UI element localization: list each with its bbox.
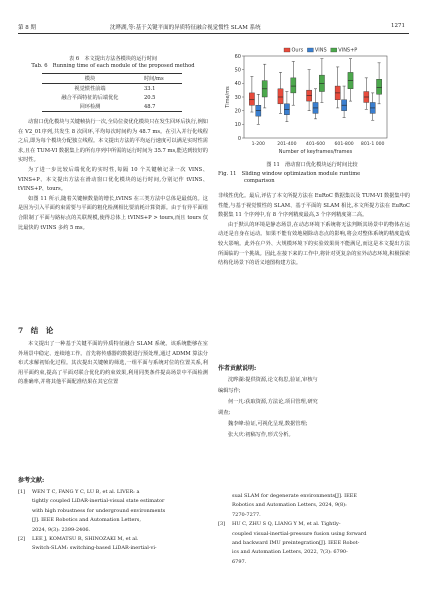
reference-line: Robotics and Automation Letters, 2024, 9(8): (232, 502, 347, 509)
box-vins-plusp (377, 79, 382, 94)
reference-number: [3] (218, 521, 226, 528)
header-rule (18, 33, 409, 34)
legend-label: VINS (314, 47, 327, 54)
y-tick-label: 60 (234, 53, 241, 60)
journal-issue: 第 8 期 (18, 25, 36, 31)
x-axis-label: Number of keyframes/frames (278, 149, 353, 155)
table-header-row (42, 74, 182, 84)
box-vins-plusp (291, 78, 296, 93)
reference-line: HU C, ZHU S Q, LIANG Y M, et al. Tightly- (232, 521, 341, 528)
y-tick-label: 40 (234, 81, 241, 88)
table-cell: 48.7 (143, 103, 156, 110)
table-cell: 融合平面特征的后端优化 (61, 95, 119, 101)
x-tick-label: 1-200 (251, 142, 265, 147)
x-tick-label: 201-400 (277, 142, 297, 147)
x-tick-label: 801-1 000 (360, 142, 385, 147)
y-axis-label: Time/ms (225, 86, 231, 108)
paragraph: 本文提出了一种基于关键平面的异质特征融合 SLAM 系统。该系统能够在室外场景中稳定、连续地工作。首先将传感器的数据进行预处理,通过 ADMM 算法分布式求解初始化过程。其次提出关键帧的筛选,一组平面与系统对位的位置关系,利用平面约束,提高了平面对联合优化的约束效果,利用同类条件提高场景中平面检测的准确率,并将其他平面配准结果在其它位置 (18, 341, 208, 386)
reference-line: Switch-SLAM: switching-based LiDAR-inertial-vi- (32, 545, 157, 552)
running-title: 沈晔湖,等:基于关键平面的异质特征融合视觉惯性 SLAM 系统 (110, 25, 261, 31)
table-caption-en: Tab. 6 Running time of each module of the proposed method (31, 63, 195, 69)
reference-list-right (218, 492, 410, 567)
table-row (42, 93, 182, 102)
right-body-text (218, 192, 410, 269)
contrib-line: 编辑写作; (218, 388, 241, 394)
reference-line: with high robustness for underground environments (32, 507, 166, 514)
reference-line: 7270-7277. (232, 511, 261, 518)
paragraph: 动窗口优化模块与关键帧执行一次,全局位姿优化模块只在发生回环后执行,例如在 V2_01序列,共发生 8 次回环,平均每次时间约为 48.7 ms。在引入并行化线程之后,即为每个模块分配独立线程。本文提出方法的平均运行速度可以满足实时性需求,且在 TUM-VI 数据集上的所有序列中所需的运行时间为 35.7 ms,能达到较好的实时性。 (18, 119, 208, 164)
page-number: 1271 (391, 23, 405, 29)
reference-line: WEN T C, FANG Y C, LU B, et al. LIVER: a (32, 489, 140, 495)
box-ours (278, 89, 283, 104)
table-cell: 回环检测 (79, 104, 101, 110)
table-cell: 20.5 (143, 94, 156, 101)
legend-label: Ours (291, 47, 304, 54)
left-body-text (18, 118, 208, 233)
reference-line: [J]. IEEE Robotics and Automation Letters, (32, 517, 141, 524)
reference-item (218, 520, 410, 567)
runtime-boxplot-chart (222, 42, 392, 160)
table-header-module: 模块 (84, 76, 96, 82)
paragraph: 由于默认的环境是静态场景,在动态环境下系统将无法判断其场景中的物体在运动还是自身在运动。如果不能有效地剔除动态点的影响,将会对整体系统的精度造成较大影响。此外在户外、大规模环境下的实验效果尚不能满足,而这是本文提出方法所面临的一个挑战。因此,在接下来的工作中,将针对更复杂的室外动态环境,积极探索结构化场景下的语义地图构建方法。 (218, 221, 410, 267)
legend-swatch (284, 48, 290, 52)
conclusion-text (18, 340, 208, 450)
y-tick-label: 20 (234, 108, 241, 115)
y-tick-label: 10 (234, 122, 241, 129)
reference-line: sual SLAM for degenerate environments[J]. IEEE (232, 493, 358, 499)
x-tick-label: 601-800 (334, 142, 354, 147)
y-tick-label: 30 (234, 94, 241, 101)
contrib-line: 张大庆:初稿写作,形式分析。 (228, 432, 294, 438)
table-header-time: 时间/ms (143, 76, 164, 82)
paragraph: 如图 11 所示,随着关键帧数量的增长,tVINS 在三类方法中总体是最低的。这是因为引入平面约束需要与平面的粗化检测相比要消耗计算资源。由于有异平面组合限制了平面与路标点的关联规模,使得总体上 tVINS+P > tours,而且 tours 仅比最快的 tVINS 多约 5 ms。 (18, 195, 208, 231)
reference-item (218, 492, 410, 520)
references-heading: 参考文献: (18, 477, 45, 484)
legend-label: VINS+P (338, 47, 358, 54)
contrib-list (218, 375, 408, 441)
table-cell: 33.1 (143, 85, 156, 92)
contrib-line: 魏李峰:验证,可视化呈现,数据管理; (228, 421, 308, 427)
section-title: 7 结 论 (18, 326, 54, 335)
legend-swatch (307, 48, 313, 52)
reference-number: [1] (18, 489, 26, 495)
reference-line: 2024, 9(3): 2399-2406. (32, 526, 91, 533)
figure-caption-cn: 图 11 滑动窗口优化模块运行时间比较 (266, 162, 358, 168)
paragraph: 非线性优化。最后,评估了本文所提方法在 EuRoC 数据集以及 TUM-VI 数据集中的性能,与基于视觉惯性的 SLAM、基于平面的 SLAM 相比,本文所提方法在 EuRoC 数据集 11 个序列中,有 8 个序列精度最高,3 个序列精度第二高。 (218, 193, 410, 219)
figure-caption-en: Fig. 11 Sliding window optimization module runtime (218, 171, 361, 177)
box-ours (249, 93, 254, 105)
reference-line: LEE J, KOMATSU R, SHINOZAKI M, et al. (32, 536, 139, 543)
runtime-table (42, 73, 182, 112)
reference-line: and backward IMU preintegration[J]. IEEE Robot- (232, 540, 360, 547)
table-caption-cn: 表 6 本文提出方法各模块的运行时间 (69, 56, 157, 62)
reference-line: coupled visual-inertial-pressure fusion using forward (232, 530, 367, 537)
contrib-line: 调查; (218, 410, 231, 416)
x-tick-label: 401-600 (305, 142, 326, 147)
table-row (42, 102, 182, 112)
reference-item (18, 535, 210, 554)
reference-line: tightly coupled LiDAR-inertial-visual state estimator (32, 498, 165, 505)
paragraph: 为了进一步比较后端优化的实时性,每隔 10 个关键帧记录一次 VINS、VINS+P、本文提出方法在滑动窗口优化模块的运行时间,分别记作 tVINS、tVINS+P、tours。 (18, 166, 208, 193)
y-tick-label: 50 (234, 67, 241, 74)
reference-list-left (18, 488, 210, 554)
contrib-heading: 作者贡献说明: (218, 365, 257, 372)
table-cell: 视觉惯性前端 (74, 86, 106, 92)
table-row (42, 84, 182, 94)
y-tick-label: 0 (237, 135, 241, 142)
figure-caption-en-cont: comparison (244, 178, 275, 184)
legend-swatch (331, 48, 337, 52)
contrib-line: 沈晔湖:提供资源,论文构思,验证,审核与 (228, 377, 318, 383)
reference-item (18, 488, 210, 535)
reference-line: 6797. (232, 558, 247, 565)
reference-line: ics and Automation Letters, 2022, 7(3): 6790- (232, 549, 348, 556)
contrib-line: 何一凡:获取资源,方法论,项目管理,研究 (228, 399, 318, 405)
reference-number: [2] (18, 536, 26, 543)
